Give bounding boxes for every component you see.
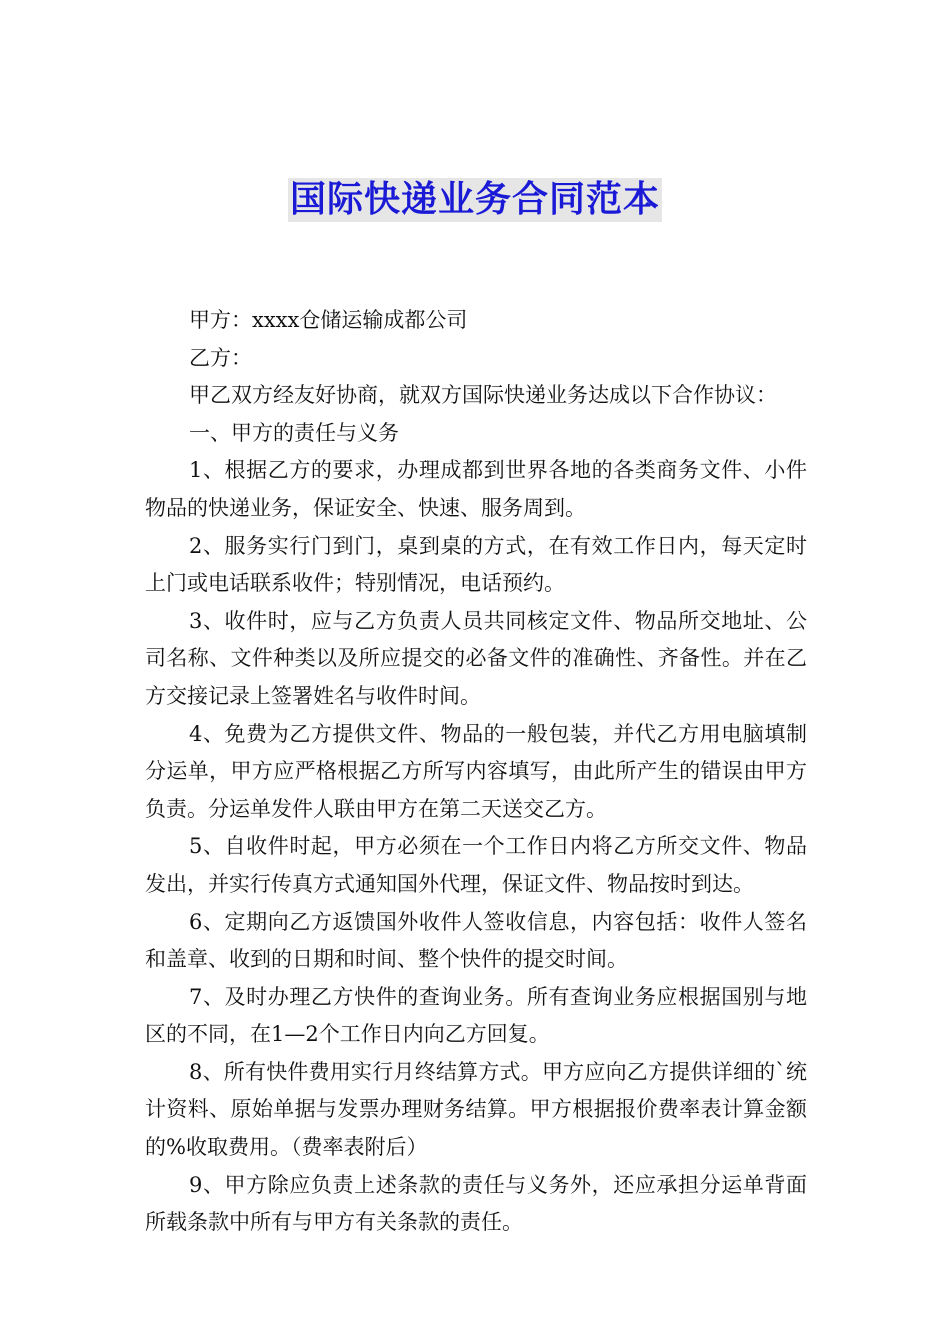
clause-6: 6、定期向乙方返馈国外收件人签收信息，内容包括：收件人签名和盖章、收到的日期和时间、整个快件的提交时间。 xyxy=(145,909,807,972)
party-b-line: 乙方： xyxy=(189,345,252,370)
document-title: 国际快递业务合同范本 xyxy=(289,179,660,220)
document-body xyxy=(145,302,807,1242)
clause-8: 8、所有快件费用实行月终结算方式。甲方应向乙方提供详细的`统计资料、原始单据与发票办理财务结算。甲方根据报价费率表计算金额的%收取费用。（费率表附后） xyxy=(145,1059,807,1160)
title-container xyxy=(0,178,950,222)
party-a-line: 甲方：xxxx仓储运输成都公司 xyxy=(189,308,468,332)
section-heading: 一、甲方的责任与义务 xyxy=(189,420,399,445)
clause-1: 1、根据乙方的要求，办理成都到世界各地的各类商务文件、小件物品的快递业务，保证安全、快速、服务周到。 xyxy=(145,458,807,520)
clause-3: 3、收件时，应与乙方负责人员共同核定文件、物品所交地址、公司名称、文件种类以及所应提交的必备文件的准确性、齐备性。并在乙方交接记录上签署姓名与收件时间。 xyxy=(145,608,807,708)
clause-4: 4、免费为乙方提供文件、物品的一般包装，并代乙方用电脑填制分运单，甲方应严格根据乙方所写内容填写，由此所产生的错误由甲方负责。分运单发件人联由甲方在第二天送交乙方。 xyxy=(145,721,807,821)
clause-7: 7、及时办理乙方快件的查询业务。所有查询业务应根据国别与地区的不同，在1—2个工作日内向乙方回复。 xyxy=(145,984,807,1047)
intro-paragraph: 甲乙双方经友好协商，就双方国际快递业务达成以下合作协议： xyxy=(189,383,777,408)
clause-9: 9、甲方除应负责上述条款的责任与义务外，还应承担分运单背面所载条款中所有与甲方有关条款的责任。 xyxy=(145,1172,807,1235)
clause-5: 5、自收件时起，甲方必须在一个工作日内将乙方所交文件、物品发出，并实行传真方式通知国外代理，保证文件、物品按时到达。 xyxy=(145,834,807,896)
clause-2: 2、服务实行门到门，桌到桌的方式，在有效工作日内，每天定时上门或电话联系收件；特别情况，电话预约。 xyxy=(145,533,807,596)
